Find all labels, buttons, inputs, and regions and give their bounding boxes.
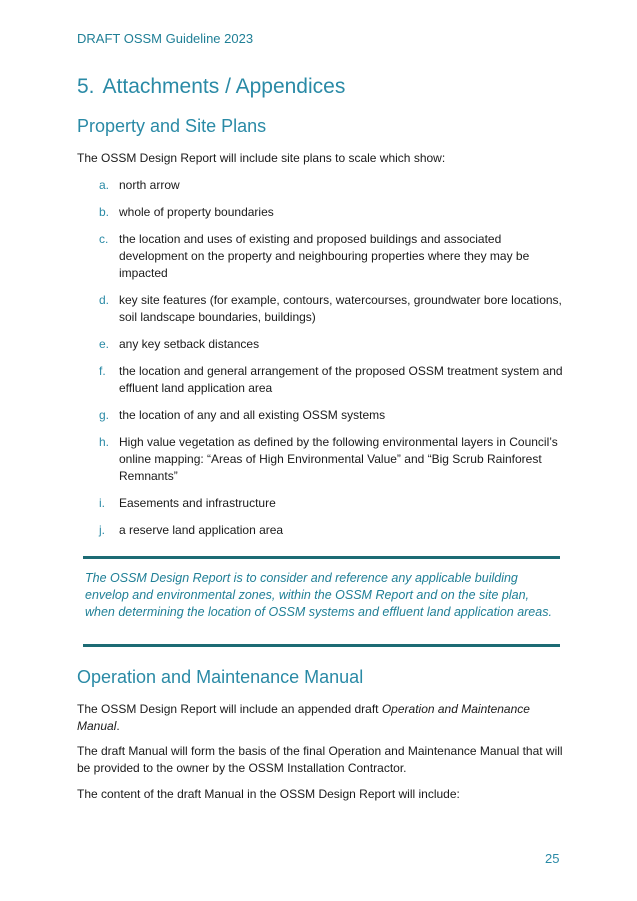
om-para1-suffix: . — [116, 719, 120, 733]
list-item-text: Easements and infrastructure — [119, 496, 276, 510]
list-item — [77, 495, 567, 512]
site-plan-requirements-list — [77, 177, 567, 549]
list-marker: f. — [99, 364, 106, 378]
list-marker: b. — [99, 205, 110, 219]
list-marker: d. — [99, 293, 110, 307]
list-item — [77, 231, 567, 282]
section-number: 5. — [77, 75, 95, 98]
list-marker: h. — [99, 435, 110, 449]
running-header: DRAFT OSSM Guideline 2023 — [77, 31, 254, 46]
list-marker: c. — [99, 232, 109, 246]
list-item-text: the location and uses of existing and proposed buildings and associated development on the property and neighbouring properties where they may be impacted — [119, 232, 530, 280]
section-heading — [77, 75, 345, 99]
list-item-text: the location and general arrangement of the proposed OSSM treatment system and effluent land application area — [119, 364, 563, 395]
om-manual-paragraph-3: The content of the draft Manual in the OSSM Design Report will include: — [77, 787, 460, 801]
list-item — [77, 522, 567, 539]
section-title: Attachments / Appendices — [102, 75, 346, 98]
list-item-text: the location of any and all existing OSSM systems — [119, 408, 386, 422]
list-item — [77, 407, 567, 424]
list-item-text: High value vegetation as defined by the following environmental layers in Council’s online mapping: “Areas of High Environmental Value” and “Big Scrub Rainforest Remnants” — [119, 435, 558, 483]
list-item — [77, 292, 567, 326]
list-item — [77, 363, 567, 397]
list-marker: a. — [99, 178, 110, 192]
list-item-text: a reserve land application area — [119, 523, 284, 537]
list-item — [77, 177, 567, 194]
om-manual-heading: Operation and Maintenance Manual — [77, 667, 364, 687]
property-plans-heading: Property and Site Plans — [77, 116, 267, 136]
list-item-text: north arrow — [119, 178, 180, 192]
om-para1-prefix: The OSSM Design Report will include an appended draft — [77, 702, 382, 716]
om-manual-paragraph-2: The draft Manual will form the basis of the final Operation and Maintenance Manual that will be provided to the owner by the OSSM Installation Contractor. — [77, 744, 563, 775]
list-item-text: any key setback distances — [119, 337, 260, 351]
list-marker: e. — [99, 337, 110, 351]
om-manual-paragraph-1 — [77, 701, 562, 735]
list-marker: g. — [99, 408, 110, 422]
list-marker: j. — [99, 523, 105, 537]
list-item-text: key site features (for example, contours, watercourses, groundwater bore locations, soil landscape boundaries, buildings) — [119, 293, 562, 324]
om-manual-title-emphasis: Operation and Maintenance Manual — [77, 702, 530, 733]
callout-box — [83, 556, 560, 647]
list-item-text: whole of property boundaries — [119, 205, 274, 219]
callout-text: The OSSM Design Report is to consider and reference any applicable building envelop and environmental zones, within the OSSM Report and on the site plan, when determining the location of OSSM systems and effluent land application areas. — [85, 571, 552, 619]
list-item — [77, 336, 567, 353]
page-number: 25 — [545, 851, 560, 866]
list-item — [77, 434, 567, 485]
list-item — [77, 204, 567, 221]
list-marker: i. — [99, 496, 105, 510]
property-plans-intro: The OSSM Design Report will include site plans to scale which show: — [77, 151, 446, 165]
